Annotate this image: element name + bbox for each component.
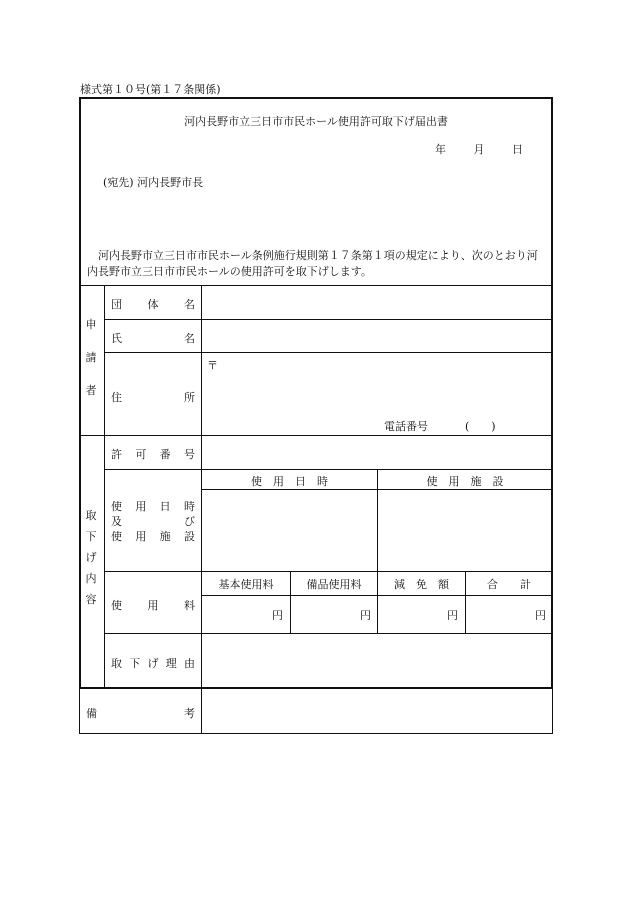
statement-text: 河内長野市立三日市市民ホール条例施行規則第１７条第１項の規定により、次のとおり河内長野市立三日市市民ホールの使用許可を取下げします。 <box>87 249 538 278</box>
rule <box>201 689 202 733</box>
phone-label: 電話番号 <box>384 420 428 433</box>
fee-header-total: 合 計 <box>487 578 531 591</box>
fee-header-reduction: 減 免 額 <box>394 578 449 591</box>
withdrawal-section-label: 取 下 げ 内 容 <box>85 509 97 606</box>
phone-paren: ( ) <box>465 420 496 433</box>
fee-header-basic: 基本使用料 <box>218 578 274 591</box>
yen-basic: 円 <box>272 609 283 622</box>
rule <box>104 469 553 470</box>
fee-header-equipment: 備品使用料 <box>306 578 362 591</box>
document-title: 河内長野市立三日市市民ホール使用許可取下げ届出書 <box>184 115 448 128</box>
rule <box>104 633 553 634</box>
group-name-label: 団 体 名 <box>111 298 195 311</box>
date-day: 日 <box>512 143 523 156</box>
header-usage-datetime: 使 用 日 時 <box>251 475 328 488</box>
header-usage-facility: 使 用 施 設 <box>426 475 504 488</box>
addressee: (宛先) 河内長野市長 <box>103 176 204 189</box>
reason-label: 取 下 げ 理 由 <box>111 657 195 670</box>
permit-number-label: 許 可 番 号 <box>111 448 195 461</box>
usage-label-line2: 及 び <box>111 515 195 528</box>
address-label: 住 所 <box>111 391 195 404</box>
fee-label: 使 用 料 <box>111 599 195 612</box>
rule <box>79 733 553 734</box>
usage-label-line3: 使 用 施 設 <box>111 530 195 543</box>
date-month: 月 <box>473 143 485 156</box>
form-number: 様式第１０号(第１７条関係) <box>80 83 221 96</box>
yen-reduction: 円 <box>447 609 458 622</box>
name-label: 氏 名 <box>111 332 195 345</box>
rule <box>104 571 553 572</box>
usage-label-line1: 使 用 日 時 <box>111 500 195 513</box>
rule <box>104 285 105 689</box>
postal-mark: 〒 <box>207 359 218 372</box>
rule <box>104 352 553 353</box>
yen-equipment: 円 <box>360 609 371 622</box>
date-year: 年 <box>435 143 446 156</box>
rule <box>552 689 553 733</box>
rule <box>79 435 553 436</box>
rule <box>104 319 553 320</box>
yen-total: 円 <box>535 609 546 622</box>
date-line <box>419 141 523 157</box>
rule <box>79 689 80 733</box>
rule <box>79 285 553 286</box>
applicant-section-label: 申 請 者 <box>85 318 97 397</box>
remarks-label: 備 考 <box>86 707 195 720</box>
